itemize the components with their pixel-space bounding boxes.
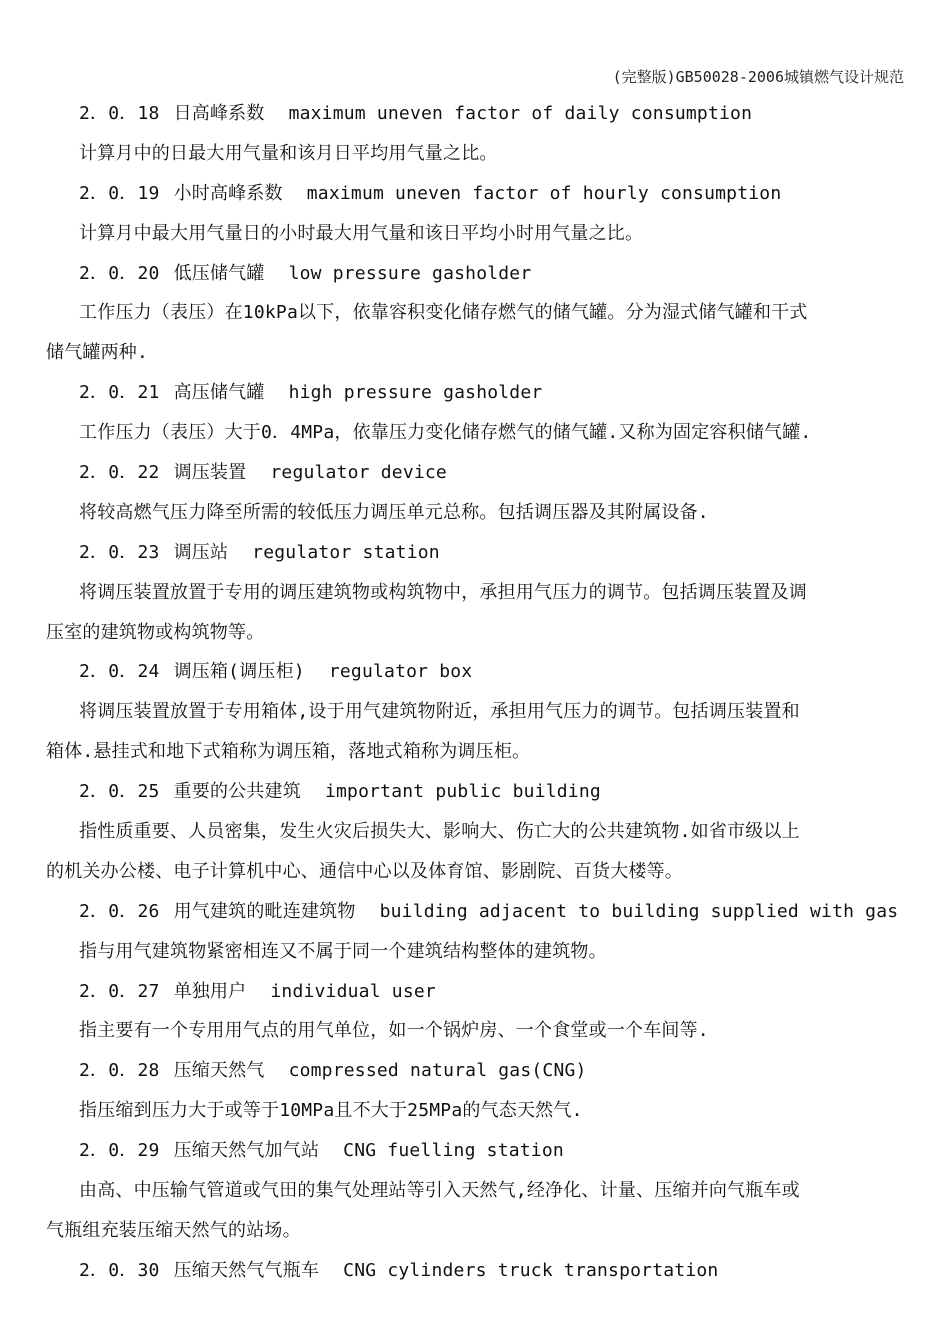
document-body [46, 94, 906, 1291]
term-english: compressed natural gas(CNG) [288, 1060, 587, 1082]
term-definition: 由高、中压输气管道或气田的集气处理站等引入天然气,经净化、计量、压缩并向气瓶车或 [79, 1180, 800, 1202]
term-definition: 指主要有一个专用用气点的用气单位，如一个锅炉房、一个食堂或一个车间等. [79, 1020, 709, 1042]
term-english: high pressure gasholder [288, 382, 543, 404]
term-chinese: 低压储气罐 [173, 262, 265, 284]
term-heading [46, 373, 906, 413]
term-number: 2．0．25 [79, 781, 160, 803]
term-number: 2．0．28 [79, 1060, 160, 1082]
page-header: (完整版)GB50028-2006城镇燃气设计规范 [612, 68, 904, 86]
term-english: important public building [324, 781, 601, 803]
term-definition: 将调压装置放置于专用的调压建筑物或构筑物中，承担用气压力的调节。包括调压装置及调 [79, 581, 807, 603]
term-definition: 工作压力（表压）大于0．4MPa，依靠压力变化储存燃气的储气罐.又称为固定容积储气罐. [79, 422, 812, 444]
definition-continuation: 储气罐两种. [46, 342, 149, 364]
term-definition: 将调压装置放置于专用箱体,设于用气建筑物附近，承担用气压力的调节。包括调压装置和 [79, 701, 800, 723]
term-chinese: 调压装置 [173, 462, 247, 484]
term-definition: 计算月中最大用气量日的小时最大用气量和该日平均小时用气量之比。 [79, 222, 644, 244]
term-heading [46, 453, 906, 493]
term-chinese: 日高峰系数 [173, 103, 265, 124]
term-number: 2．0．30 [79, 1259, 160, 1281]
term-english: regulator station [252, 541, 440, 563]
term-heading [46, 254, 906, 294]
term-number: 2．0．21 [79, 382, 160, 404]
term-number: 2．0．22 [79, 462, 160, 484]
term-english: maximum uneven factor of hourly consumption [306, 182, 782, 204]
definition-continuation: 气瓶组充装压缩天然气的站场。 [46, 1219, 301, 1241]
definition-continuation: 压室的建筑物或构筑物等。 [46, 621, 265, 643]
term-heading [46, 772, 906, 812]
term-chinese: 小时高峰系数 [173, 182, 283, 204]
term-chinese: 调压箱(调压柜) [173, 661, 305, 683]
term-definition: 将较高燃气压力降至所需的较低压力调压单元总称。包括调压器及其附属设备. [79, 501, 709, 523]
term-chinese: 高压储气罐 [173, 382, 265, 404]
term-number: 2．0．24 [79, 661, 160, 683]
term-definition: 工作压力（表压）在10kPa以下，依靠容积变化储存燃气的储气罐。分为湿式储气罐和干式 [79, 302, 808, 324]
term-heading [46, 533, 906, 573]
term-chinese: 压缩天然气加气站 [173, 1140, 320, 1162]
term-heading [46, 1051, 906, 1091]
term-chinese: 压缩天然气 [173, 1060, 265, 1082]
term-chinese: 重要的公共建筑 [173, 781, 301, 803]
term-english: individual user [270, 980, 436, 1002]
term-heading [46, 892, 906, 932]
definition-continuation: 箱体.悬挂式和地下式箱称为调压箱，落地式箱称为调压柜。 [46, 741, 531, 763]
term-chinese: 用气建筑的毗连建筑物 [173, 900, 356, 922]
term-chinese: 调压站 [173, 541, 229, 563]
term-definition: 指性质重要、人员密集，发生火灾后损失大、影响大、伤亡大的公共建筑物.如省市级以上 [79, 821, 800, 843]
definition-continuation: 的机关办公楼、电子计算机中心、通信中心以及体育馆、影剧院、百货大楼等。 [46, 860, 683, 882]
term-english: regulator box [328, 661, 473, 683]
term-number: 2．0．27 [79, 980, 160, 1002]
term-heading [46, 1131, 906, 1171]
term-number: 2．0．18 [79, 103, 160, 124]
term-number: 2．0．29 [79, 1140, 160, 1162]
term-english: CNG fuelling station [343, 1140, 564, 1162]
term-definition: 指与用气建筑物紧密相连又不属于同一个建筑结构整体的建筑物。 [79, 940, 607, 962]
term-english: building adjacent to building supplied with gas [379, 900, 899, 922]
term-heading [46, 652, 906, 692]
term-chinese: 压缩天然气气瓶车 [173, 1259, 320, 1281]
term-number: 2．0．20 [79, 262, 160, 284]
term-english: low pressure gasholder [288, 262, 532, 284]
term-english: regulator device [270, 462, 447, 484]
term-heading [46, 1251, 906, 1291]
term-chinese: 单独用户 [173, 980, 247, 1002]
term-definition: 计算月中的日最大用气量和该月日平均用气量之比。 [79, 142, 498, 164]
term-number: 2．0．23 [79, 541, 160, 563]
term-english: CNG cylinders truck transportation [343, 1259, 719, 1281]
term-english: maximum uneven factor of daily consumption [288, 103, 753, 124]
term-heading [46, 972, 906, 1012]
term-heading [46, 174, 906, 214]
term-number: 2．0．19 [79, 182, 160, 204]
term-heading [46, 94, 906, 134]
term-number: 2．0．26 [79, 900, 160, 922]
term-definition: 指压缩到压力大于或等于10MPa且不大于25MPa的气态天然气. [79, 1100, 583, 1122]
